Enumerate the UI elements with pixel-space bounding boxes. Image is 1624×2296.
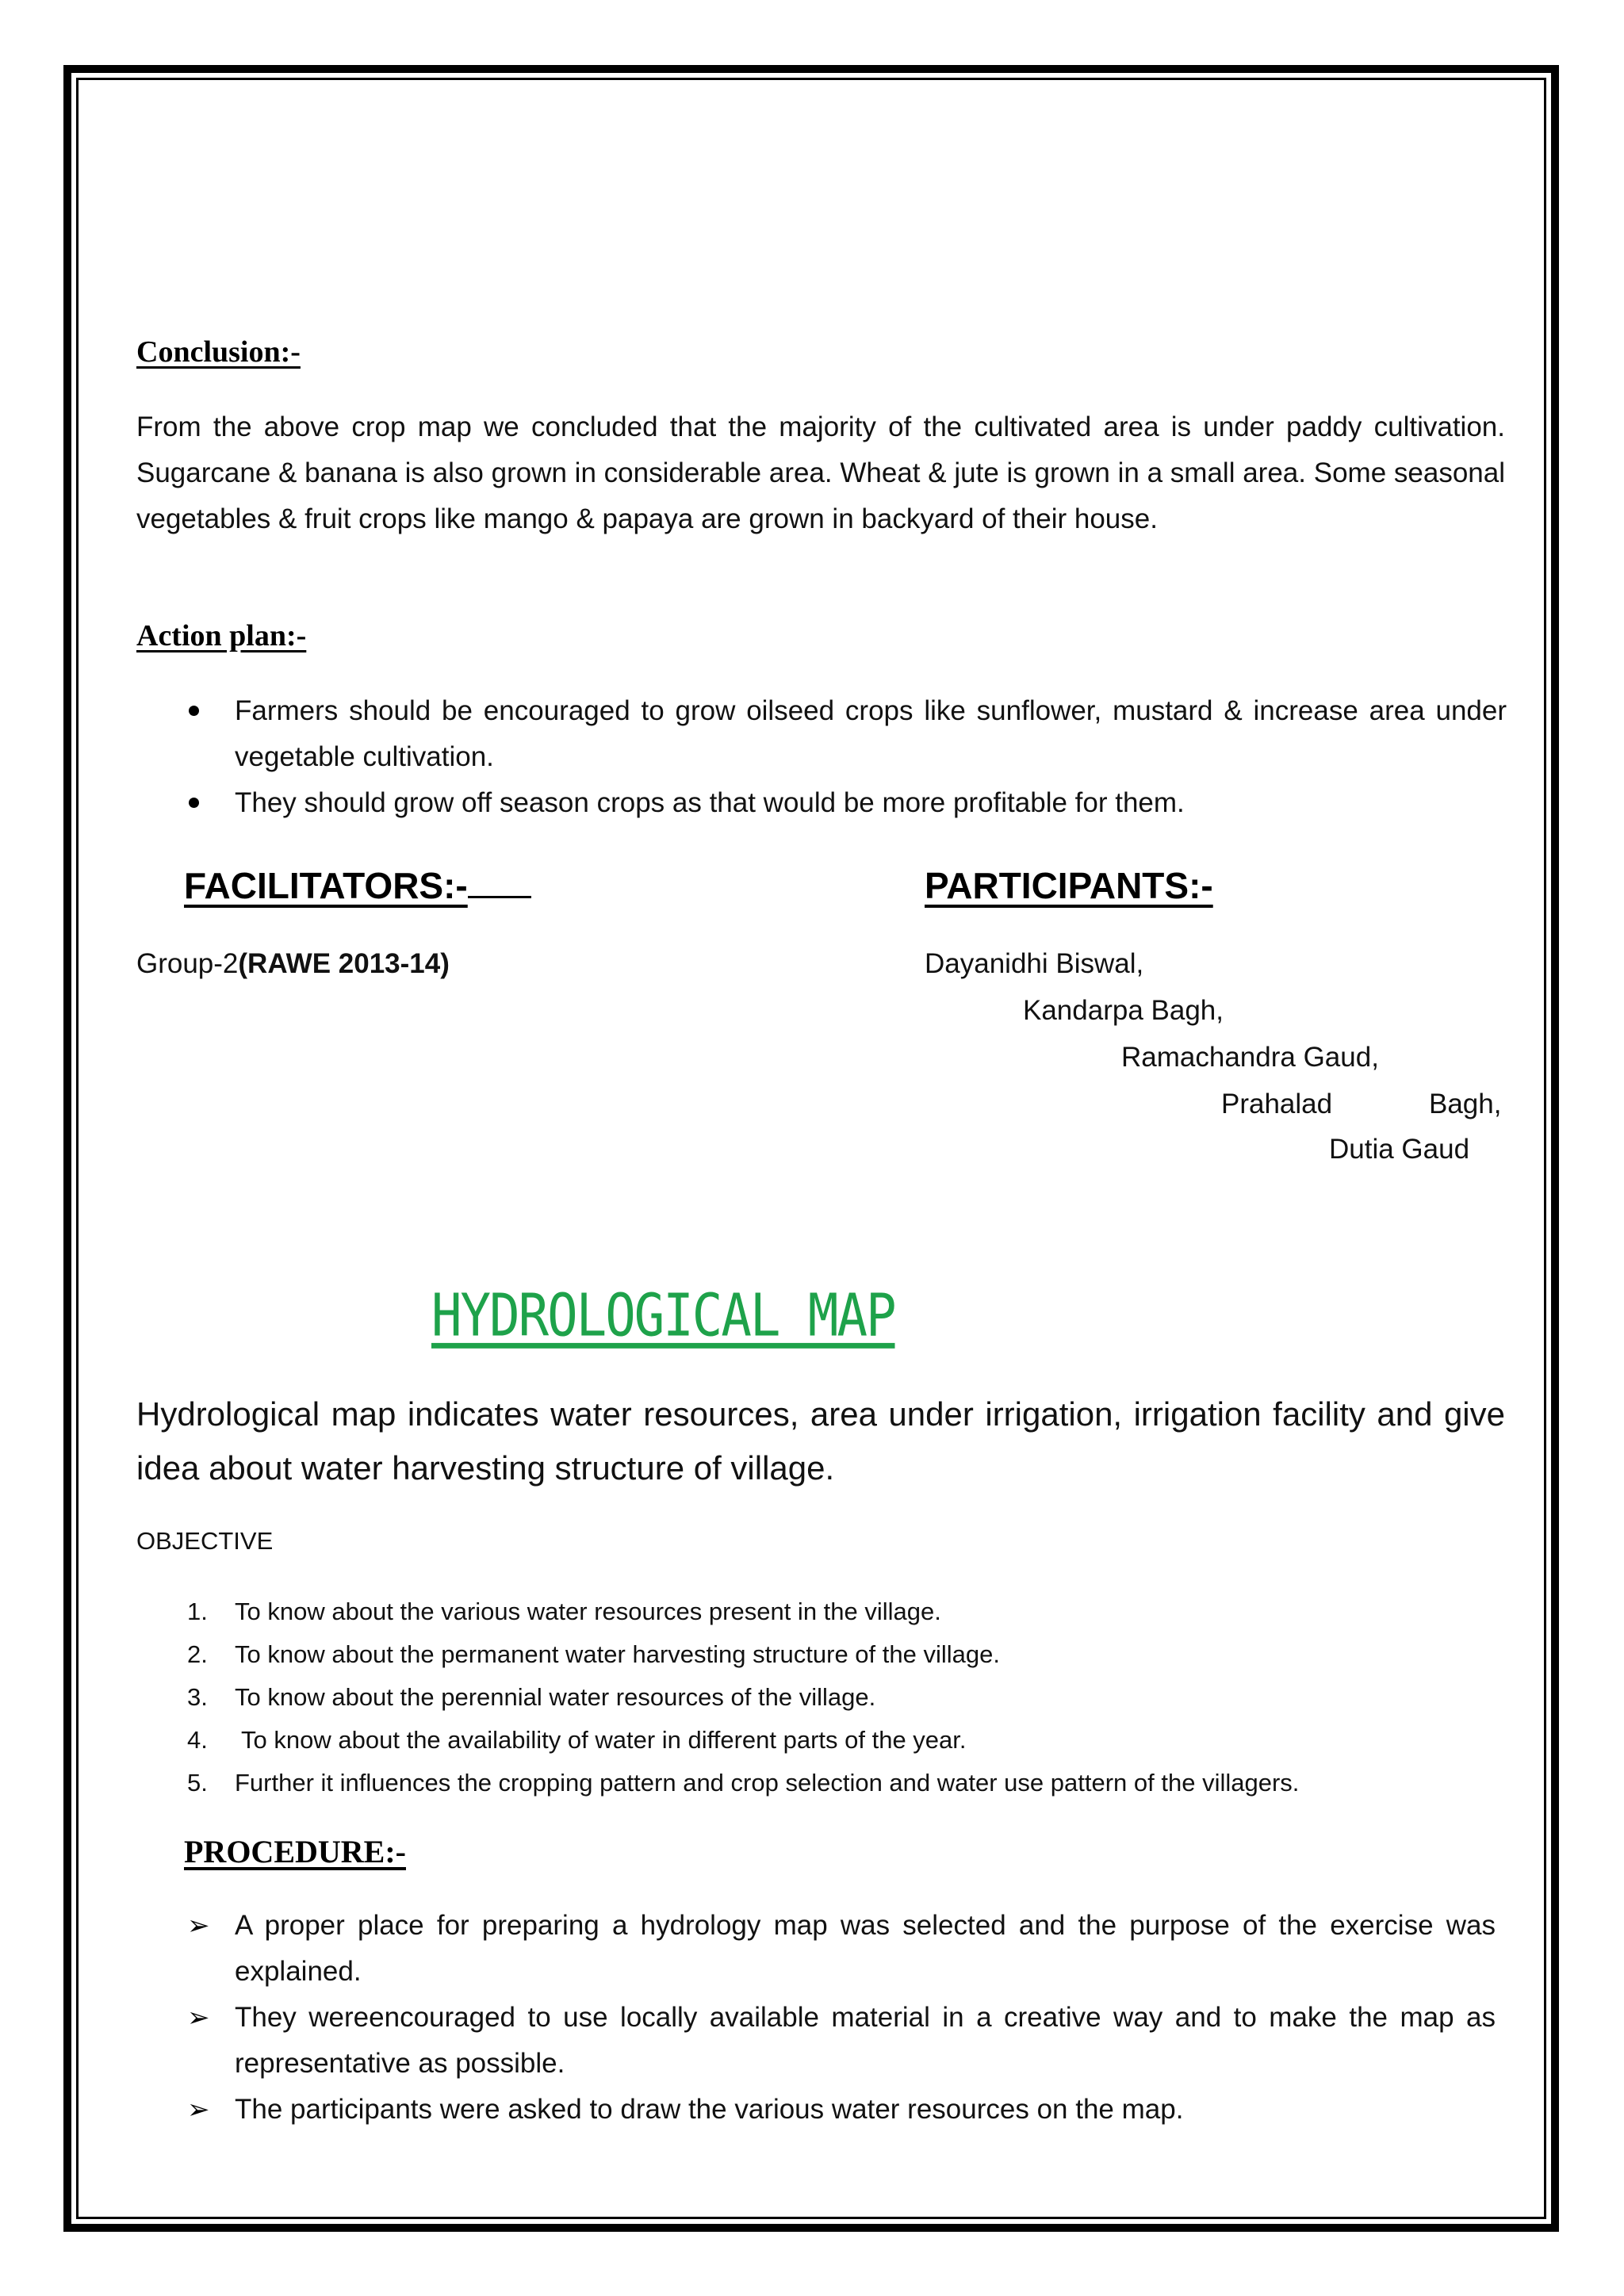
- arrow-bullet-icon: ➢: [187, 2095, 210, 2125]
- hydrological-intro: Hydrological map indicates water resources, area under irrigation, irrigation facility and give idea about water harvesting structure of village.: [136, 1395, 1505, 1487]
- objectives-list: [187, 1590, 1507, 1804]
- procedure-list: [187, 1903, 1496, 2133]
- action-plan-list: [235, 688, 1507, 826]
- conclusion-text: From the above crop map we concluded that the majority of the cultivated area is under paddy cultivation. Sugarcane & banana is also grown in considerable area. Wheat & jute is grown in a small area. Some seasonal vegetables & fruit crops like mango & papaya are grown in backyard of their house.: [136, 411, 1505, 534]
- participant-name: Dutia Gaud: [1329, 1134, 1470, 1165]
- participants-heading: PARTICIPANTS:-: [925, 865, 1213, 906]
- hydrological-map-title: HYDROLOGICAL MAP: [431, 1283, 895, 1351]
- facilitators-group: Group-2(RAWE 2013-14): [136, 948, 450, 979]
- bullet-icon: [189, 798, 199, 808]
- participant-name: Kandarpa Bagh,: [1023, 995, 1224, 1026]
- list-item: 3. To know about the perennial water resources of the village.: [187, 1683, 876, 1711]
- participant-name: Prahalad: [1221, 1089, 1333, 1119]
- list-item: Farmers should be encouraged to grow oilseed crops like sunflower, mustard & increase area under vegetable cultivation.: [235, 688, 1507, 780]
- page-border-inner: [76, 78, 1546, 2219]
- list-item: ➢ A proper place for preparing a hydrology map was selected and the purpose of the exercise was explained.: [235, 1903, 1496, 1995]
- participant-name: Ramachandra Gaud,: [1121, 1042, 1379, 1073]
- list-item: 2. To know about the permanent water harvesting structure of the village.: [187, 1640, 1000, 1668]
- action-plan-heading: Action plan:-: [136, 619, 307, 652]
- procedure-heading: PROCEDURE:-: [184, 1834, 406, 1869]
- participant-name: Bagh,: [1429, 1089, 1502, 1119]
- bullet-icon: [189, 706, 199, 716]
- conclusion-heading: Conclusion:-: [136, 335, 301, 369]
- facilitators-heading: FACILITATORS:-: [184, 864, 531, 907]
- arrow-bullet-icon: ➢: [187, 2003, 210, 2033]
- list-item: ➢ They wereencouraged to use locally available material in a creative way and to make the map as representative as possible.: [235, 1995, 1496, 2087]
- list-item: They should grow off season crops as that would be more profitable for them.: [235, 780, 1507, 826]
- participant-name: Dayanidhi Biswal,: [925, 948, 1144, 979]
- list-item: 4. To know about the availability of water in different parts of the year.: [187, 1726, 967, 1754]
- list-item: 5. Further it influences the cropping pattern and crop selection and water use pattern of the villagers.: [187, 1769, 1300, 1797]
- list-item: ➢ The participants were asked to draw the various water resources on the map.: [235, 2087, 1496, 2133]
- objective-heading: OBJECTIVE: [136, 1527, 274, 1555]
- arrow-bullet-icon: ➢: [187, 1911, 210, 1941]
- list-item: 1. To know about the various water resources present in the village.: [187, 1598, 941, 1625]
